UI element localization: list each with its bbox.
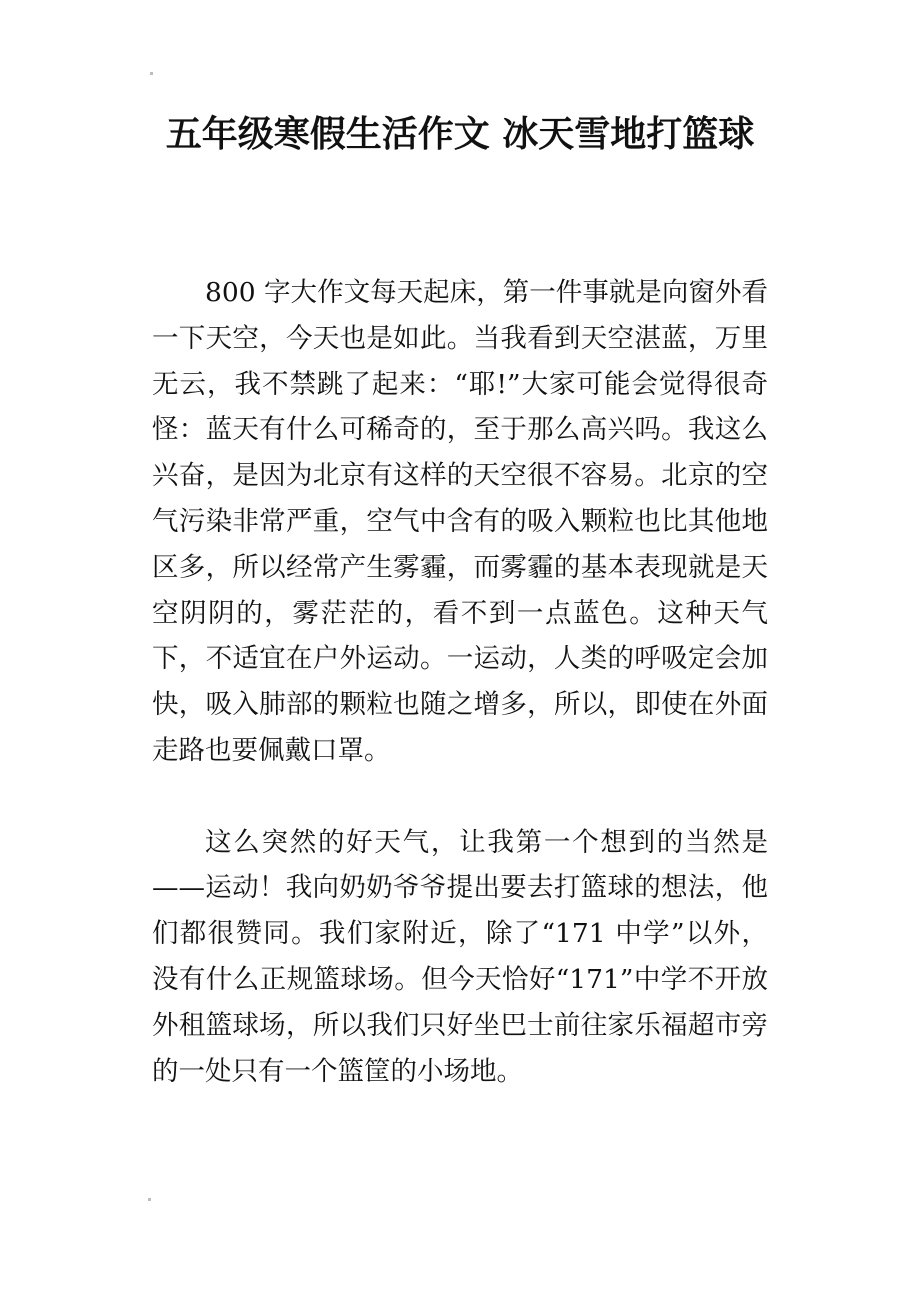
scan-mark	[148, 1198, 151, 1201]
paragraph-2: 这么突然的好天气，让我第一个想到的当然是——运动！我向奶奶爷爷提出要去打篮球的想法，他们都很赞同。我们家附近，除了“171 中学”以外，没有什么正规篮球场。但今天恰好“171”中学不开放外租篮球场，所以我们只好坐巴士前往家乐福超市旁的一处只有一个篮筐的小场地。	[152, 826, 768, 1087]
scan-mark	[150, 72, 153, 75]
document-title: 五年级寒假生活作文 冰天雪地打篮球	[165, 114, 755, 155]
paragraph-1: 800 字大作文每天起床，第一件事就是向窗外看一下天空，今天也是如此。当我看到天空湛蓝，万里无云，我不禁跳了起来：“耶!”大家可能会觉得很奇怪：蓝天有什么可稀奇的，至于那么高兴吗。我这么兴奋，是因为北京有这样的天空很不容易。北京的空气污染非常严重，空气中含有的吸入颗粒也比其他地区多，所以经常产生雾霾，而雾霾的基本表现就是天空阴阴的，雾茫茫的，看不到一点蓝色。这种天气下，不适宜在户外运动。一运动，人类的呼吸定会加快，吸入肺部的颗粒也随之增多，所以，即使在外面走路也要佩戴口罩。	[152, 277, 768, 766]
document-body	[152, 270, 768, 1094]
